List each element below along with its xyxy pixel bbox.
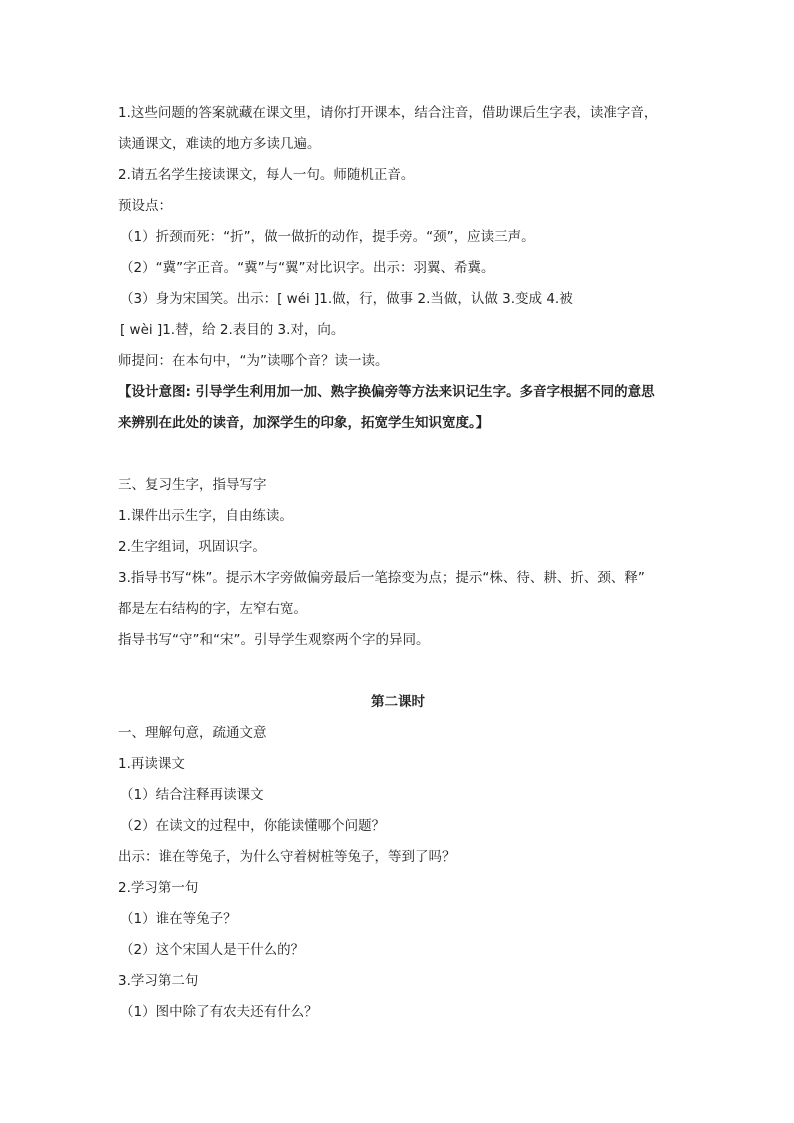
design-intent-note: 【设计意图: 引导学生利用加一加、熟字换偏旁等方法来识记生字。多音字根据不同的意思 (118, 384, 655, 400)
section-heading: 一、理解句意，疏通文意 (118, 725, 267, 741)
lesson-title: 第二课时 (371, 694, 425, 710)
paragraph-line: 2.请五名学生接读课文，每人一句。师随机正音。 (118, 167, 415, 183)
list-item: （2）“冀”字正音。“冀”与“翼”对比识字。出示：羽翼、希冀。 (120, 260, 495, 276)
list-item: （1）结合注释再读课文 (120, 787, 264, 803)
paragraph-line: 1.再读课文 (118, 756, 185, 772)
spacer (118, 439, 678, 470)
spacer (118, 656, 678, 687)
paragraph-line: 指导书写“守”和“宋”。引导学生观察两个字的异同。 (118, 632, 430, 648)
paragraph-line: 预设点： (118, 198, 172, 214)
section-heading: 三、复习生字，指导写字 (118, 477, 267, 493)
paragraph-line: 出示：谁在等兔子，为什么守着树桩等兔子，等到了吗？ (118, 849, 456, 865)
paragraph-line: 1.课件出示生字，自由练读。 (118, 508, 293, 524)
list-item: （2）在读文的过程中，你能读懂哪个问题？ (120, 818, 386, 834)
paragraph-line: 3.指导书写“株”。提示木字旁做偏旁最后一笔捺变为点；提示“株、待、耕、折、颈、释” (118, 570, 645, 586)
list-item: （1）折颈而死：“折”，做一做折的动作，提手旁。“颈”，应读三声。 (120, 229, 535, 245)
paragraph-line: 1.这些问题的答案就藏在课文里，请你打开课本，结合注音，借助课后生字表，读准字音， (118, 105, 658, 121)
list-item: （1）谁在等兔子？ (120, 911, 237, 927)
paragraph-line: 2.生字组词，巩固识字。 (118, 539, 266, 555)
paragraph-line: 3.学习第二句 (118, 973, 199, 989)
list-item: （2）这个宋国人是干什么的？ (120, 942, 305, 958)
paragraph-line: 2.学习第一句 (118, 880, 199, 896)
paragraph-line: 师提问：在本句中，“为”读哪个音？读一读。 (118, 353, 389, 369)
document-body (118, 98, 678, 1028)
paragraph-line: 读通课文，难读的地方多读几遍。 (118, 136, 321, 152)
list-item: （1）图中除了有农夫还有什么？ (120, 1004, 318, 1020)
list-item: （3）身为宋国笑。出示：[ wéi ]1.做，行，做事 2.当做，认做 3.变成 4.被 (120, 291, 573, 307)
list-item: [ wèi ]1.替，给 2.表目的 3.对，向。 (120, 322, 345, 338)
paragraph-line: 都是左右结构的字，左窄右宽。 (118, 601, 307, 617)
design-intent-note: 来辨别在此处的读音，加深学生的印象，拓宽学生知识宽度。】 (118, 415, 490, 431)
